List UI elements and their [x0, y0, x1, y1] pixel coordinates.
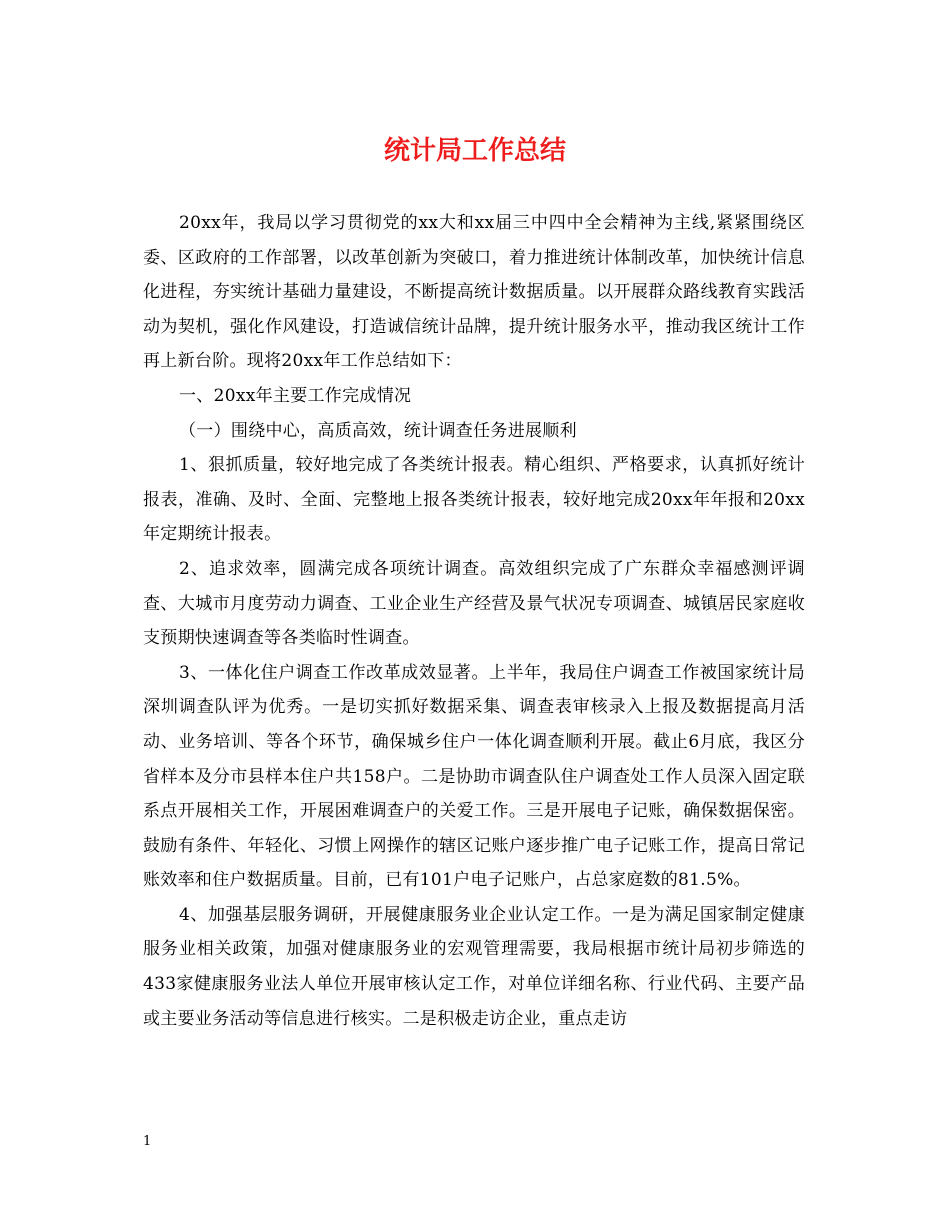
document-body [143, 206, 805, 1036]
page-number: 1 [143, 1134, 152, 1149]
section-heading: 一、20xx年主要工作完成情况 [179, 385, 412, 406]
subsection-heading: （一）围绕中心，高质高效，统计调查任务进展顺利 [179, 420, 577, 441]
item-paragraph-3: 3、一体化住户调查工作改革成效显著。上半年，我局住户调查工作被国家统计局深圳调查队评为优秀。一是切实抓好数据采集、调查表审核录入上报及数据提高月活动、业务培训、等各个环节，确保城乡住户一体化调查顺利开展。截止6月底，我区分省样本及分市县样本住户共158户。二是协助市调查队住户调查处工作人员深入固定联系点开展相关工作，开展困难调查户的关爱工作。三是开展电子记账，确保数据保密。鼓励有条件、年轻化、习惯上网操作的辖区记账户逐步推广电子记账工作，提高日常记账效率和住户数据质量。目前，已有101户电子记账户，占总家庭数的81.5%。 [143, 662, 805, 891]
intro-paragraph: 20xx年，我局以学习贯彻党的xx大和xx届三中四中全会精神为主线,紧紧围绕区委、区政府的工作部署，以改革创新为突破口，着力推进统计体制改革，加快统计信息化进程，夯实统计基础力量建设，不断提高统计数据质量。以开展群众路线教育实践活动为契机，强化作风建设，打造诚信统计品牌，提升统计服务水平，推动我区统计工作再上新台阶。现将20xx年工作总结如下： [143, 213, 805, 372]
item-paragraph-2: 2、追求效率，圆满完成各项统计调查。高效组织完成了广东群众幸福感测评调查、大城市月度劳动力调查、工业企业生产经营及景气状况专项调查、城镇居民家庭收支预期快速调查等各类临时性调查。 [143, 558, 805, 649]
item-paragraph-4: 4、加强基层服务调研，开展健康服务业企业认定工作。一是为满足国家制定健康服务业相关政策，加强对健康服务业的宏观管理需要，我局根据市统计局初步筛选的433家健康服务业法人单位开展审核认定工作，对单位详细名称、行业代码、主要产品或主要业务活动等信息进行核实。二是积极走访企业，重点走访 [143, 904, 805, 1029]
item-paragraph-1: 1、狠抓质量，较好地完成了各类统计报表。精心组织、严格要求，认真抓好统计报表，准确、及时、全面、完整地上报各类统计报表，较好地完成20xx年年报和20xx年定期统计报表。 [143, 455, 805, 545]
document-title: 统计局工作总结 [383, 136, 566, 166]
